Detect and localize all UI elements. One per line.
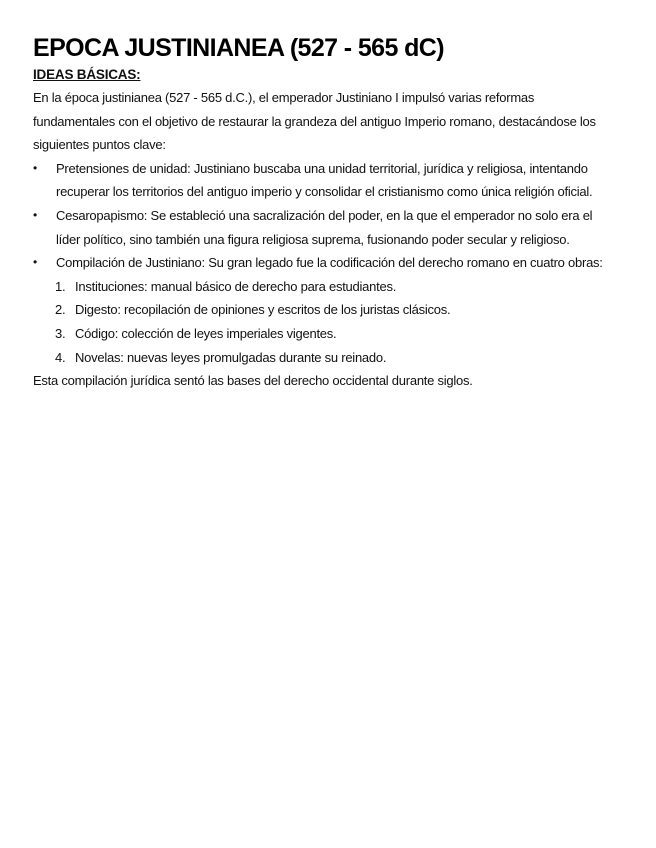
list-item [33,204,616,251]
work-text: Novelas: nuevas leyes promulgadas durante su reinado. [75,349,387,365]
page-title: EPOCA JUSTINIANEA (527 - 565 dC) [33,34,444,62]
list-item [55,346,616,370]
item-number: 1. [55,278,66,294]
bullet-icon: • [33,160,37,175]
works-list [33,275,616,369]
list-item [55,322,616,346]
section-subtitle: IDEAS BÁSICAS: [33,67,141,82]
bullet-icon: • [33,207,37,222]
item-number: 3. [55,325,66,341]
key-points-list [33,157,616,275]
work-text: Digesto: recopilación de opiniones y escritos de los juristas clásicos. [75,302,451,318]
list-item [33,251,616,275]
point-text: Compilación de Justiniano: Su gran legado fue la codificación del derecho romano en cuatro obras: [56,255,603,271]
list-item [55,298,616,322]
point-text: Cesaropapismo: Se estableció una sacralización del poder, en la que el emperador no solo era el líder político, sino también una figura religiosa suprema, fusionando poder secular y religioso. [56,207,593,247]
intro-paragraph: En la época justinianea (527 - 565 d.C.), el emperador Justiniano I impulsó varias reformas fundamentales con el objetivo de restaurar la grandeza del antiguo Imperio romano, destacándose los siguientes puntos clave: [33,90,596,153]
item-number: 4. [55,349,66,365]
work-text: Código: colección de leyes imperiales vigentes. [75,325,337,341]
list-item [55,275,616,299]
list-item [33,157,616,204]
work-text: Instituciones: manual básico de derecho para estudiantes. [75,278,397,294]
closing-paragraph: Esta compilación jurídica sentó las bases del derecho occidental durante siglos. [33,373,473,389]
item-number: 2. [55,302,66,318]
point-text: Pretensiones de unidad: Justiniano buscaba una unidad territorial, jurídica y religiosa, intentando recuperar los territorios del antiguo imperio y consolidar el cristianismo como única religión oficial. [56,160,593,200]
bullet-icon: • [33,255,37,270]
